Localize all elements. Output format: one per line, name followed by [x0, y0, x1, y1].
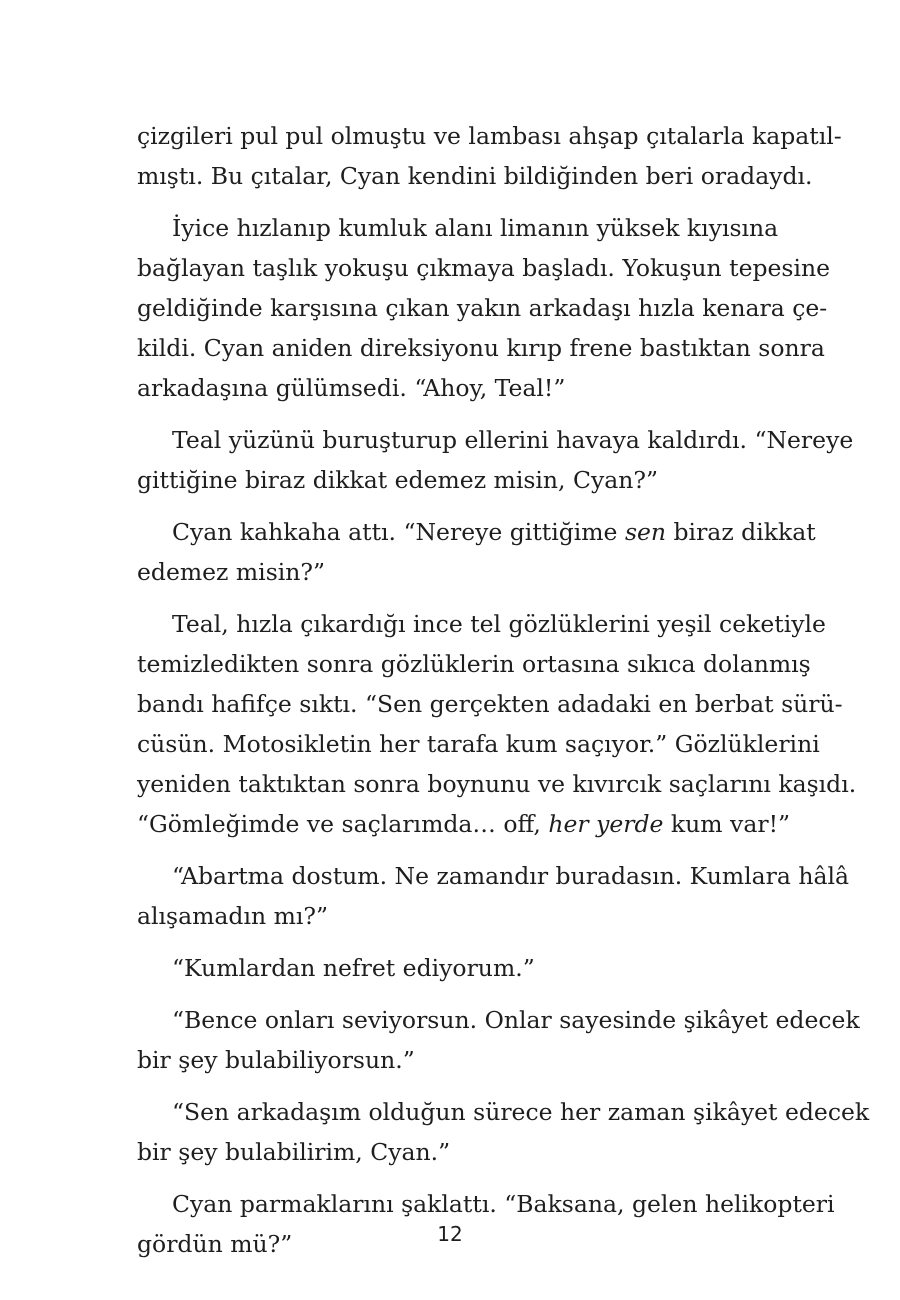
paragraph [137, 1092, 870, 1172]
text-line [137, 368, 765, 408]
text-line [137, 208, 779, 248]
paragraph-gap [137, 1080, 765, 1092]
paragraph [137, 604, 857, 844]
text-line [137, 1000, 860, 1040]
text-span: biraz dikkat [666, 518, 816, 546]
paragraph [137, 856, 850, 936]
text-line [137, 604, 826, 644]
text-span: mıştı. Bu çıtalar, Cyan kendini bildiğinden beri oradaydı. [137, 162, 813, 190]
page-number: 12 [437, 1222, 463, 1246]
paragraph [137, 512, 816, 592]
text-line [137, 684, 843, 724]
text-span: “Gömleğimde ve saçlarımda… off, [137, 810, 549, 838]
text-line [137, 896, 765, 936]
text-line [137, 328, 825, 368]
paragraph [137, 1000, 860, 1080]
text-line [137, 512, 816, 552]
text-span: bir şey bulabiliyorsun.” [137, 1046, 415, 1074]
text-line [137, 804, 791, 844]
text-line [137, 764, 857, 804]
text-line [137, 116, 842, 156]
paragraph-gap [137, 844, 765, 856]
text-span: kildi. Cyan aniden direksiyonu kırıp frene bastıktan sonra [137, 334, 825, 362]
text-line [137, 460, 765, 500]
text-span: “Kumlardan nefret ediyorum.” [172, 954, 535, 982]
paragraph [137, 116, 842, 196]
text-span: gittiğine biraz dikkat edemez misin, Cyan?” [137, 466, 659, 494]
text-span: Cyan parmaklarını şaklattı. “Baksana, gelen helikopteri [172, 1190, 835, 1218]
text-span: arkadaşına gülümsedi. “Ahoy, Teal!” [137, 374, 566, 402]
paragraph-gap [137, 1172, 765, 1184]
paragraph-gap [137, 196, 765, 208]
text-span: “Sen arkadaşım olduğun sürece her zaman şikâyet edecek [172, 1098, 870, 1126]
paragraph-gap [137, 592, 765, 604]
text-line [137, 552, 765, 592]
text-line [137, 248, 831, 288]
paragraph-gap [137, 936, 765, 948]
text-span: Teal, hızla çıkardığı ince tel gözlüklerini yeşil ceketiyle [172, 610, 826, 638]
text-span: bir şey bulabilirim, Cyan.” [137, 1138, 451, 1166]
text-line [137, 1040, 765, 1080]
paragraph-gap [137, 408, 765, 420]
emphasized-text: sen [624, 518, 667, 546]
paragraph-gap [137, 988, 765, 1000]
text-span: “Bence onları seviyorsun. Onlar sayesinde şikâyet edecek [172, 1006, 860, 1034]
text-span: kum var!” [663, 810, 791, 838]
text-span: alışamadın mı?” [137, 902, 328, 930]
text-span: İyice hızlanıp kumluk alanı limanın yüksek kıyısına [172, 214, 779, 242]
text-line [137, 156, 813, 196]
text-line [137, 724, 820, 764]
paragraph [137, 208, 831, 408]
text-span: geldiğinde karşısına çıkan yakın arkadaşı hızla kenara çe- [137, 294, 828, 322]
text-line [137, 420, 854, 460]
text-line [137, 856, 850, 896]
text-line [137, 1092, 870, 1132]
text-span: gördün mü?” [137, 1230, 293, 1258]
text-line [137, 644, 811, 684]
text-span: bağlayan taşlık yokuşu çıkmaya başladı. Yokuşun tepesine [137, 254, 831, 282]
text-line [137, 288, 828, 328]
text-line [137, 948, 765, 988]
emphasized-text: her yerde [548, 810, 664, 838]
text-span: çizgileri pul pul olmuştu ve lambası ahşap çıtalarla kapatıl- [137, 122, 842, 150]
text-span: bandı hafifçe sıktı. “Sen gerçekten adadaki en berbat sürü- [137, 690, 843, 718]
paragraph [137, 420, 854, 500]
text-span: temizledikten sonra gözlüklerin ortasına sıkıca dolanmış [137, 650, 811, 678]
text-span: Cyan kahkaha attı. “Nereye gittiğime [172, 518, 625, 546]
text-span: “Abartma dostum. Ne zamandır buradasın. Kumlara hâlâ [172, 862, 850, 890]
text-span: cüsün. Motosikletin her tarafa kum saçıyor.” Gözlüklerini [137, 730, 820, 758]
text-span: yeniden taktıktan sonra boynunu ve kıvırcık saçlarını kaşıdı. [137, 770, 857, 798]
text-span: edemez misin?” [137, 558, 326, 586]
text-line [137, 1184, 835, 1224]
paragraph-gap [137, 500, 765, 512]
paragraph [137, 948, 765, 988]
body-text [137, 116, 870, 1264]
text-line [137, 1132, 765, 1172]
text-span: Teal yüzünü buruşturup ellerini havaya kaldırdı. “Nereye [172, 426, 854, 454]
